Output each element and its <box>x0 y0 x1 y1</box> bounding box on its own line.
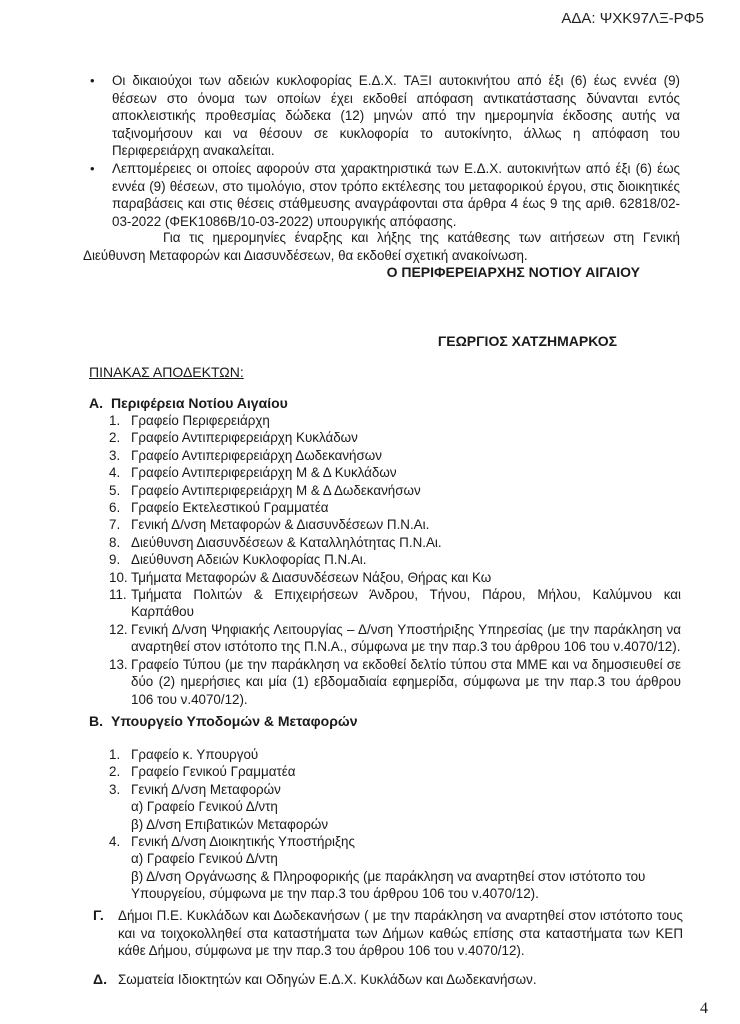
section-b-letter: Β. <box>89 713 103 729</box>
list-subitem: β) Δ/νση Οργάνωσης & Πληροφορικής (με παράκληση να αναρτηθεί στον ιστότοπο του Υπουργείου, σύμφωνα με την παρ.3 του άρθρου 106 του ν.4070/12). <box>131 868 646 902</box>
section-c-text: Δήμοι Π.Ε. Κυκλάδων και Δωδεκανήσων ( με την παράκληση να αναρτηθεί στον ιστότοπο τους και να τοιχοκολληθεί στα καταστήματα των Δήμων καθώς επίσης στα καταστήματα των ΚΕΠ κάθε Δήμου, σύμφωνα με την παρ.3 του άρθρου 106 του ν.4070/12). <box>118 908 683 959</box>
section-b-list <box>109 746 681 903</box>
page-number: 4 <box>700 1000 708 1017</box>
list-subitem: α) Γραφείο Γενικού Δ/ντη <box>131 799 278 815</box>
bullet-item: • Λεπτομέρειες οι οποίες αφορούν στα χαρακτηριστικά των Ε.Δ.Χ. αυτοκινήτων από έξι (6) έως εννέα (9) θέσεων, στο τιμολόγιο, στον τρόπο εκτέλεσης του μεταφορικού έργου, στις διοικητικές παραβάσεις και στις θέσεις στάθμευσης αναγράφονται στα άρθρα 4 έως 9 της αριθ. 62818/02-03-2022 (ΦΕΚ1086Β/10-03-2022) υπουργικής απόφασης. <box>88 160 680 230</box>
ada-code: ΑΔΑ: ΨΧΚ97ΛΞ-ΡΦ5 <box>561 10 704 27</box>
paragraph-text: Για τις ημερομηνίες έναρξης και λήξης της κατάθεσης των αιτήσεων στη Γενική Διεύθυνση Μεταφορών και Διασυνδέσεων, θα εκδοθεί σχετική ανακοίνωση. <box>83 230 680 263</box>
list-subitem: β) Δ/νση Επιβατικών Μεταφορών <box>131 816 329 832</box>
recipients-heading: ΠΙΝΑΚΑΣ ΑΠΟΔΕΚΤΩΝ: <box>89 364 244 380</box>
list-item: 4. Γραφείο Αντιπεριφερειάρχη Μ & Δ Κυκλάδων <box>109 465 397 481</box>
list-item: 9. Διεύθυνση Αδειών Κυκλοφορίας Π.Ν.Αι. <box>109 552 367 568</box>
section-a-title: Περιφέρεια Νοτίου Αιγαίου <box>111 395 288 411</box>
bullet-list <box>88 72 680 230</box>
list-item: 10. Τμήματα Μεταφορών & Διασυνδέσεων Νάξου, Θήρας και Κω <box>109 569 492 585</box>
list-item: 6. Γραφείο Εκτελεστικού Γραμματέα <box>109 500 329 516</box>
signature-title: Ο ΠΕΡΙΦΕΡΕΙΑΡΧΗΣ ΝΟΤΙΟΥ ΑΙΓΑΙΟΥ <box>386 264 640 280</box>
bullet-item: • Οι δικαιούχοι των αδειών κυκλοφορίας Ε.Δ.Χ. ΤΑΞΙ αυτοκινήτου από έξι (6) έως εννέα (9) θέσεων στο όνομα των οποίων έχει εκδοθεί απόφαση αντικατάστασης δύνανται εντός αποκλειστικής προθεσμίας δώδεκα (12) μηνών από την ημερομηνία έκδοσης αυτής να ταξινομήσουν και να θέσουν σε κυκλοφορία το αυτοκίνητο, άλλως η απόφαση του Περιφερειάρχη ανακαλείται. <box>88 72 680 160</box>
section-d <box>93 971 683 989</box>
list-item: 3. Γραφείο Αντιπεριφερειάρχη Δωδεκανήσων <box>109 447 382 463</box>
section-d-letter: Δ. <box>93 971 107 987</box>
section-c-letter: Γ. <box>93 907 104 923</box>
list-item: 1. Γραφείο Περιφερειάρχη <box>109 413 270 428</box>
list-item: 2. Γραφείο Γενικού Γραμματέα <box>109 764 296 780</box>
section-d-text: Σωματεία Ιδιοκτητών και Οδηγών Ε.Δ.Χ. Κυκλάδων και Δωδεκανήσων. <box>118 972 537 987</box>
list-item: 8. Διεύθυνση Διασυνδέσεων & Καταλληλότητας Π.Ν.Αι. <box>109 534 442 550</box>
list-item: 5. Γραφείο Αντιπεριφερειάρχη Μ & Δ Δωδεκανήσων <box>109 482 421 498</box>
announcement-paragraph <box>83 229 680 264</box>
list-item-continuation: Καρπάθου <box>131 604 194 620</box>
section-c <box>93 907 683 960</box>
list-item: 12. Γενική Δ/νση Ψηφιακής Λειτουργίας – Δ/νση Υποστήριξης Υπηρεσίας (με την παράκληση να αναρτηθεί στον ιστότοπο της Π.Ν.Α., σύμφωνα με την παρ.3 του άρθρου 106 του ν.4070/12). <box>109 621 681 655</box>
list-item: 4. Γενική Δ/νση Διοικητικής Υποστήριξης <box>109 834 355 850</box>
signature-name: ΓΕΩΡΓΙΟΣ ΧΑΤΖΗΜΑΡΚΟΣ <box>437 333 617 349</box>
section-a-letter: Α. <box>89 395 103 411</box>
list-item: 1. Γραφείο κ. Υπουργού <box>109 747 259 762</box>
list-item: 13. Γραφείο Τύπου (με την παράκληση να εκδοθεί δελτίο τύπου στα ΜΜΕ και να δημοσιευθεί σε δύο (2) ημερήσιες και μία (1) εβδομαδιαία εφημερίδα, σύμφωνα με την παρ.3 του άρθρου 106 του ν.4070/12). <box>109 656 681 707</box>
list-subitem: α) Γραφείο Γενικού Δ/ντη <box>131 851 278 867</box>
list-item: 2. Γραφείο Αντιπεριφερειάρχη Κυκλάδων <box>109 430 358 446</box>
section-b-heading <box>89 713 357 729</box>
section-b-title: Υπουργείο Υποδομών & Μεταφορών <box>111 713 358 729</box>
section-a-list <box>109 412 681 708</box>
section-a-heading <box>89 395 288 411</box>
list-item: 7. Γενική Δ/νση Μεταφορών & Διασυνδέσεων Π.Ν.Αι. <box>109 517 430 533</box>
list-item: 3. Γενική Δ/νση Μεταφορών <box>109 781 281 797</box>
list-item: 11. Τμήματα Πολιτών & Επιχειρήσεων Άνδρου, Τήνου, Πάρου, Μήλου, Καλύμνου και <box>109 587 681 603</box>
